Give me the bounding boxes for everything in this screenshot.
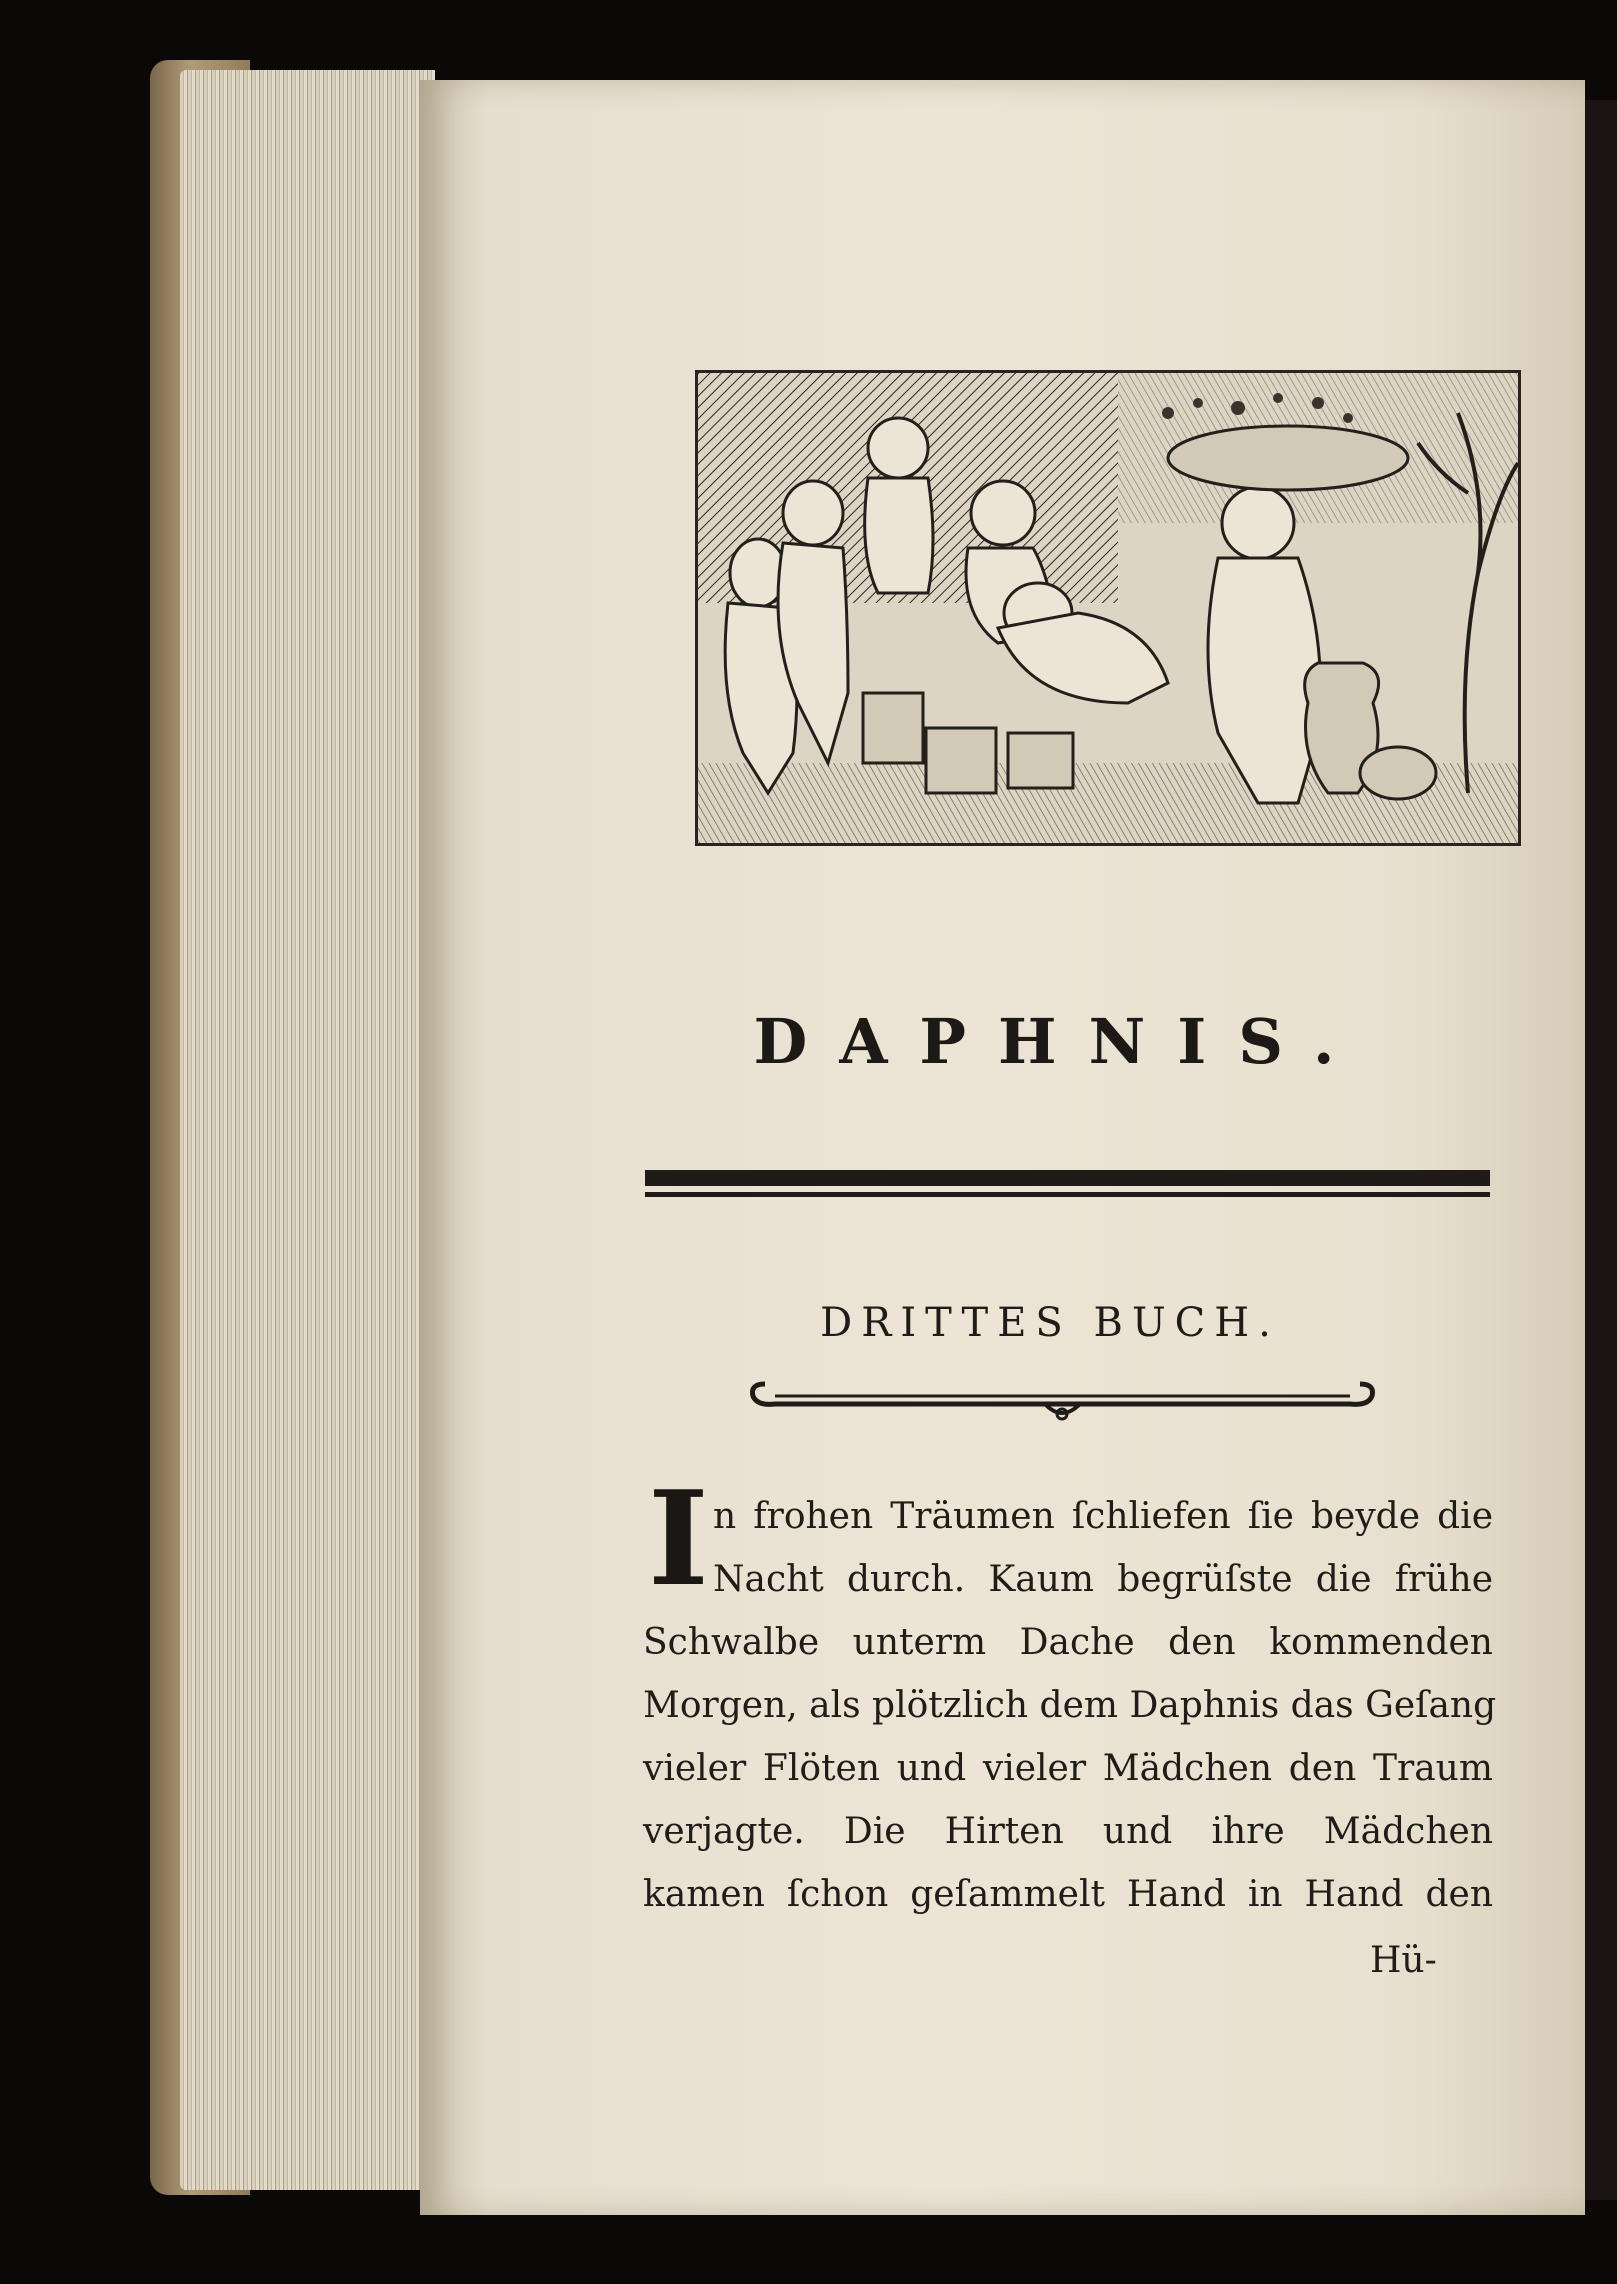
text-line: Morgen, als plötzlich dem Daphnis das Geſang: [643, 1685, 1497, 1726]
page-edges: [180, 70, 435, 2190]
ornament-scroll-icon: [745, 1362, 1380, 1422]
text-line: verjagte. Die Hirten und ihre Mädchen: [643, 1811, 1493, 1852]
text-line: vieler Flöten und vieler Mädchen den Traum: [643, 1748, 1493, 1789]
book-title: DAPHNIS.: [753, 1005, 1367, 1078]
text-line: kamen ſchon geſammelt Hand in Hand den: [643, 1874, 1493, 1915]
text-line: Schwalbe unterm Dache den kommenden: [643, 1622, 1493, 1663]
chapter-heading: DRITTES BUCH.: [820, 1300, 1280, 1346]
engraving-svg: [698, 373, 1518, 843]
engraving-illustration-icon: [695, 370, 1521, 846]
drop-cap: I: [648, 1462, 709, 1615]
text-line: n frohen Träumen ſchliefen ſie beyde die: [713, 1496, 1493, 1537]
text-line: Nacht durch. Kaum begrüſste die frühe: [713, 1559, 1493, 1600]
rule-thick-line: [645, 1170, 1490, 1186]
body-text: [643, 1485, 1497, 1926]
catchword: Hü-: [1370, 1940, 1437, 1981]
rule-thin-line: [645, 1192, 1490, 1197]
page-right-shadow: [1585, 100, 1617, 2200]
